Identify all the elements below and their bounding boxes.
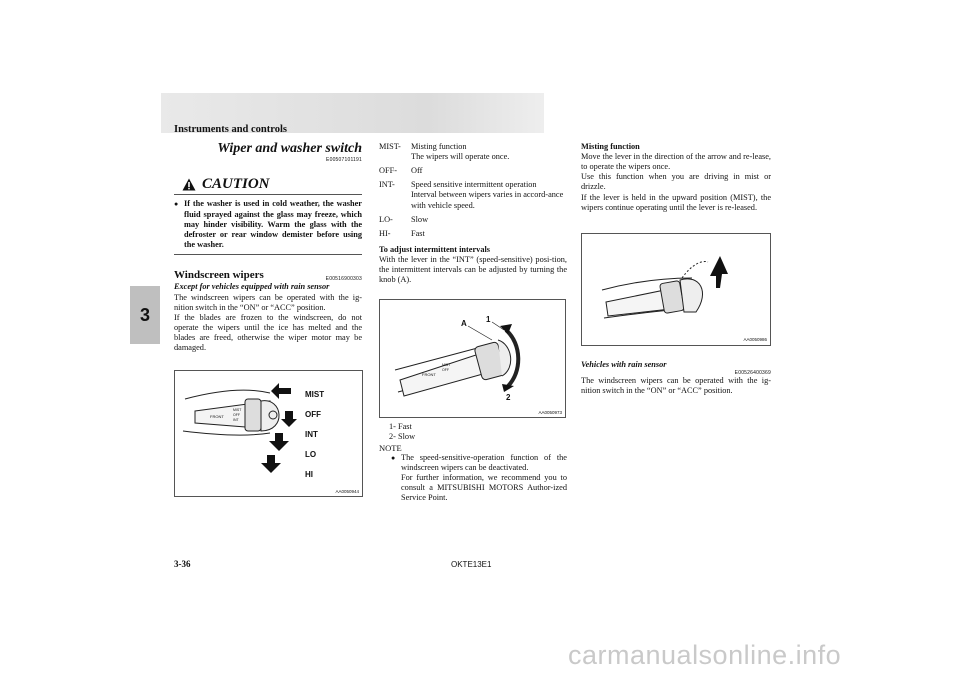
note-text-2: For further information, we recommend you to consult a MITSUBISHI MOTORS Author-ized Service Point.: [401, 473, 567, 503]
function-key: HI-: [379, 228, 391, 238]
position-label-int: INT: [305, 430, 318, 440]
windscreen-code: E00516900303: [325, 276, 362, 283]
legend-num: 2-: [389, 432, 396, 442]
model-code: OKTE13E1: [451, 560, 492, 569]
position-label-off: OFF: [305, 410, 321, 420]
wiper-lever-illustration: [175, 371, 362, 496]
figure-code: AA0050986: [743, 337, 767, 343]
figure-legend: [379, 422, 567, 442]
caution-text: If the washer is used in cold weather, the washer fluid sprayed against the glass may freeze, which may hinder visibility. Warm the glass with the defroster or rear window demister before using the washer.: [184, 199, 362, 249]
rain-text: The windscreen wipers can be operated with the ig-nition switch in the “ON” or “ACC” position.: [581, 375, 771, 396]
except-heading: Except for vehicles equipped with rain sensor: [174, 282, 330, 292]
column-left: [174, 140, 362, 497]
knob-figure: [379, 299, 566, 418]
windscreen-heading: Windscreen wipers: [174, 269, 264, 282]
page-title: Wiper and washer switch: [217, 141, 362, 156]
label-a: A: [461, 319, 467, 329]
position-label-lo: LO: [305, 450, 317, 460]
interval-heading: To adjust intermittent intervals: [379, 244, 491, 254]
misting-heading: Misting function: [581, 142, 640, 151]
function-key: OFF-: [379, 166, 397, 176]
figure-code: AA0050973: [538, 409, 562, 415]
misting-paragraph-2: Use this function when you are driving in mist or drizzle.: [581, 172, 771, 192]
function-row-int: [379, 180, 567, 210]
position-label-mist: MIST: [305, 390, 325, 400]
svg-text:INT: INT: [233, 418, 239, 423]
paragraph-ignition: The windscreen wipers can be operated with the ig-nition switch in the “ON” or “ACC” position.: [174, 292, 362, 312]
legend-text: Fast: [398, 422, 412, 432]
function-row-hi: [379, 229, 567, 239]
section-header: Instruments and controls: [174, 124, 287, 135]
caution-box: [174, 175, 362, 255]
caution-divider: [174, 254, 362, 255]
bullet-icon: ●: [391, 453, 396, 462]
misting-paragraph-1: Move the lever in the direction of the arrow and re-lease, to operate the wipers once.: [581, 152, 771, 172]
svg-text:OFF: OFF: [233, 413, 240, 418]
section-heading-row: [174, 269, 362, 282]
function-text: Slow: [411, 214, 429, 224]
function-row-off: [379, 166, 567, 176]
interval-text: With the lever in the “INT” (speed-sensitive) posi-tion, the intermittent intervals can be adjusted by turning the knob (A).: [379, 254, 567, 285]
function-text: Off: [411, 166, 423, 176]
knob-illustration: [380, 300, 565, 417]
function-text: The wipers will operate once.: [411, 152, 510, 162]
rain-code: E00526400369: [734, 369, 771, 376]
title-code: E00507101191: [326, 157, 362, 164]
function-table: [379, 142, 567, 239]
function-text: Misting function: [411, 142, 467, 151]
caution-header: [174, 175, 362, 195]
label-1: 1: [486, 315, 491, 325]
legend-item: [389, 422, 567, 432]
position-label-hi: HI: [305, 470, 313, 480]
page-number: 3-36: [174, 559, 191, 569]
function-text: Fast: [411, 228, 425, 238]
legend-item: [389, 432, 567, 442]
note-text: The speed-sensitive-operation function of the windscreen wipers can be deactivated.: [401, 452, 567, 472]
function-text: Speed sensitive intermittent operation: [411, 180, 537, 190]
misting-paragraph-3: If the lever is held in the upward position (MIST), the wipers continue operating until the lever is re-leased.: [581, 192, 771, 212]
svg-text:MIST: MIST: [442, 363, 451, 368]
function-text: Interval between wipers varies in accord-ance with vehicle speed.: [411, 190, 564, 210]
warning-triangle-icon: [182, 178, 196, 191]
function-key: MIST-: [379, 142, 401, 151]
misting-lever-illustration: [582, 234, 770, 345]
caution-body: [174, 199, 362, 250]
function-key: LO-: [379, 214, 393, 224]
svg-text:FRONT: FRONT: [210, 414, 224, 420]
note-title: NOTE: [379, 442, 402, 453]
paragraph-frozen: If the blades are frozen to the windscreen, do not operate the wipers until the ice has melted and the blades are freed, otherwise the wiper motor may be damaged.: [174, 312, 362, 353]
note-item: [379, 453, 567, 504]
function-row-lo: [379, 215, 567, 225]
column-middle: [379, 142, 567, 503]
legend-text: Slow: [398, 432, 416, 442]
misting-figure: [581, 233, 771, 346]
figure-code: AA0050944: [335, 488, 359, 494]
legend-num: 1-: [389, 422, 396, 432]
caution-label: CAUTION: [202, 176, 270, 193]
function-key: INT-: [379, 180, 395, 190]
svg-text:FRONT: FRONT: [422, 372, 436, 378]
function-row-mist: [379, 142, 567, 162]
watermark: carmanualsonline.info: [568, 640, 842, 670]
wiper-lever-figure: [174, 370, 363, 497]
svg-text:MIST: MIST: [233, 408, 242, 413]
rain-heading-row: [581, 360, 771, 370]
svg-text:OFF: OFF: [442, 368, 449, 373]
chapter-tab: 3: [130, 286, 160, 344]
rain-heading: Vehicles with rain sensor: [581, 359, 667, 369]
label-2: 2: [506, 393, 511, 403]
bullet-icon: ●: [174, 200, 179, 209]
column-right: [581, 142, 771, 396]
